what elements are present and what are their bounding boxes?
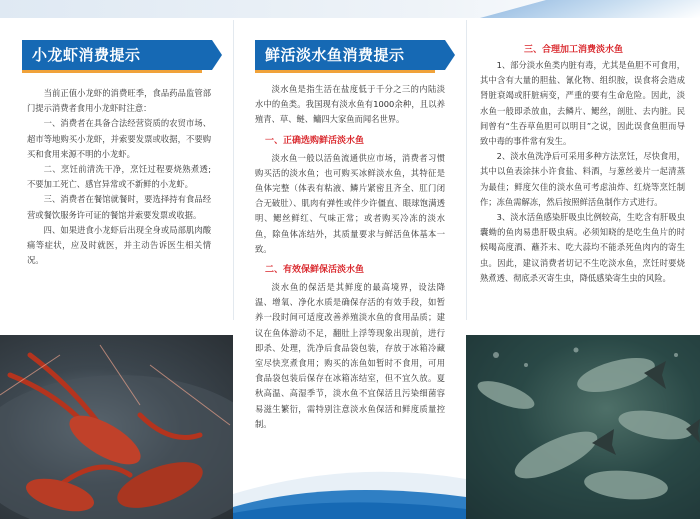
processing-tip-3: 3、淡水活鱼感染肝吸虫比例较高，生吃含有肝吸虫囊蚴的鱼肉易患肝吸虫病。必须知晓的是吃生鱼片的时候喝高度酒、蘸芥末、吃大蒜均不能杀死鱼肉内的寄生虫。因此，建议消费者切记不生吃淡水鱼，烹饪时要烧熟煮透、彻底杀灭寄生虫，降低感染寄生虫的风险。 — [480, 212, 685, 283]
processing-tip-1: 1、部分淡水鱼类内脏有毒，尤其是鱼胆不可食用，其中含有大量的胆盐、氰化物、组织胺，误食将会造成肾脏衰竭或肝脏病变，严重的要有生命危险。因此，淡水鱼一般即杀放血，去鳞片、鳃丝，剖肚、去内脏。民间曾有“生吞草鱼胆可以明目”之说，因此误食鱼胆而导致中毒的事件常有发生。 — [480, 60, 685, 147]
crayfish-intro: 当前正值小龙虾的消费旺季，食品药品监管部门提示消费者食用小龙虾时注意： — [27, 88, 211, 114]
title-arrow-decoration — [445, 40, 455, 70]
section-2-body: 淡水鱼的保活是其鲜度的最高境界，设法降温、增氧、净化水质是确保存活的有效手段，如暂养一段时间可适度改善养殖淡水鱼的食用品质；建议在鱼体游动不足，翻肚上浮等现象出现前，进行即杀、处理，洗净后食品袋包装，存放于冰箱冷藏室尽快烹煮食用；购买的冻鱼如暂时不食用，可用食品袋包装后保存在冰箱冻结室，但不宜久放。夏秋高温、高湿季节，淡水鱼不宜保活且污染细菌容易滋生繁衍，需特别注意淡水鱼保活和鲜度质量控制。 — [255, 282, 445, 429]
crayfish-tip-2: 二、烹饪前清洗干净，烹饪过程要烧熟煮透;不要加工死亡、感官异常或不新鲜的小龙虾。 — [27, 164, 211, 190]
title-arrow-decoration — [212, 40, 222, 70]
section-1-heading: 一、正确选购鲜活淡水鱼 — [265, 135, 365, 146]
fish-tips-text — [255, 82, 445, 432]
crayfish-title-bar — [22, 40, 212, 70]
processing-tip-2: 2、淡水鱼洗净后可采用多种方法烹饪，尽快食用，其中以鱼表涂抹小许食盐、料酒，与葱丝姜片一起清蒸为最佳；鲜度欠佳的淡水鱼可考虑油炸、红烧等烹饪制作；冻鱼需解冻，然后按照鲜活鱼制作方式进行。 — [480, 151, 685, 207]
section-2-heading: 二、有效保鲜保活淡水鱼 — [265, 265, 365, 276]
crayfish-tip-3: 三、消费者在餐馆就餐时，要选择持有食品经营或餐饮服务许可证的餐馆并索要发票或收据。 — [27, 194, 211, 220]
section-3-heading: 三、合理加工消费淡水鱼 — [524, 45, 624, 55]
title-accent-line — [255, 70, 435, 73]
section-1-body: 淡水鱼一般以活鱼流通供应市场，消费者习惯购买活的淡水鱼；也可购买冰鲜淡水鱼，其特征是鱼体完整（体表有粘液、鳞片紧密且齐全、肛门闭合无破肚）、肌肉有弹性或伴少许僵直、眼球饱满透明、鳃丝鲜红、气味正常；或者购买冷冻的淡水鱼，除鱼体冻结外，其质量要求与鲜活鱼体基本一致。 — [255, 152, 445, 254]
crayfish-tip-1: 一、消费者在具备合法经营资质的农贸市场、超市等地购买小龙虾，并索要发票或收据，不要购买和食用来源不明的小龙虾。 — [27, 118, 211, 159]
fish-title-bar — [255, 40, 445, 70]
fish-intro: 淡水鱼是指生活在盐度低于千分之三的内陆淡水中的鱼类。我国现有淡水鱼有1000余种，且以养殖青、草、鲢、鳙四大家鱼而闻名世界。 — [255, 84, 445, 125]
title-accent-line — [22, 70, 202, 73]
crayfish-title: 小龙虾消费提示 — [32, 46, 141, 64]
crayfish-tip-4: 四、如果进食小龙虾后出现全身或局部肌肉酸痛等症状，应及时就医，并主动告诉医生相关情况。 — [27, 224, 211, 266]
fish-title: 鲜活淡水鱼消费提示 — [265, 46, 405, 64]
processing-tips-text — [480, 58, 685, 286]
bottom-wave-decoration — [0, 439, 700, 519]
crayfish-tips-text — [27, 86, 211, 268]
